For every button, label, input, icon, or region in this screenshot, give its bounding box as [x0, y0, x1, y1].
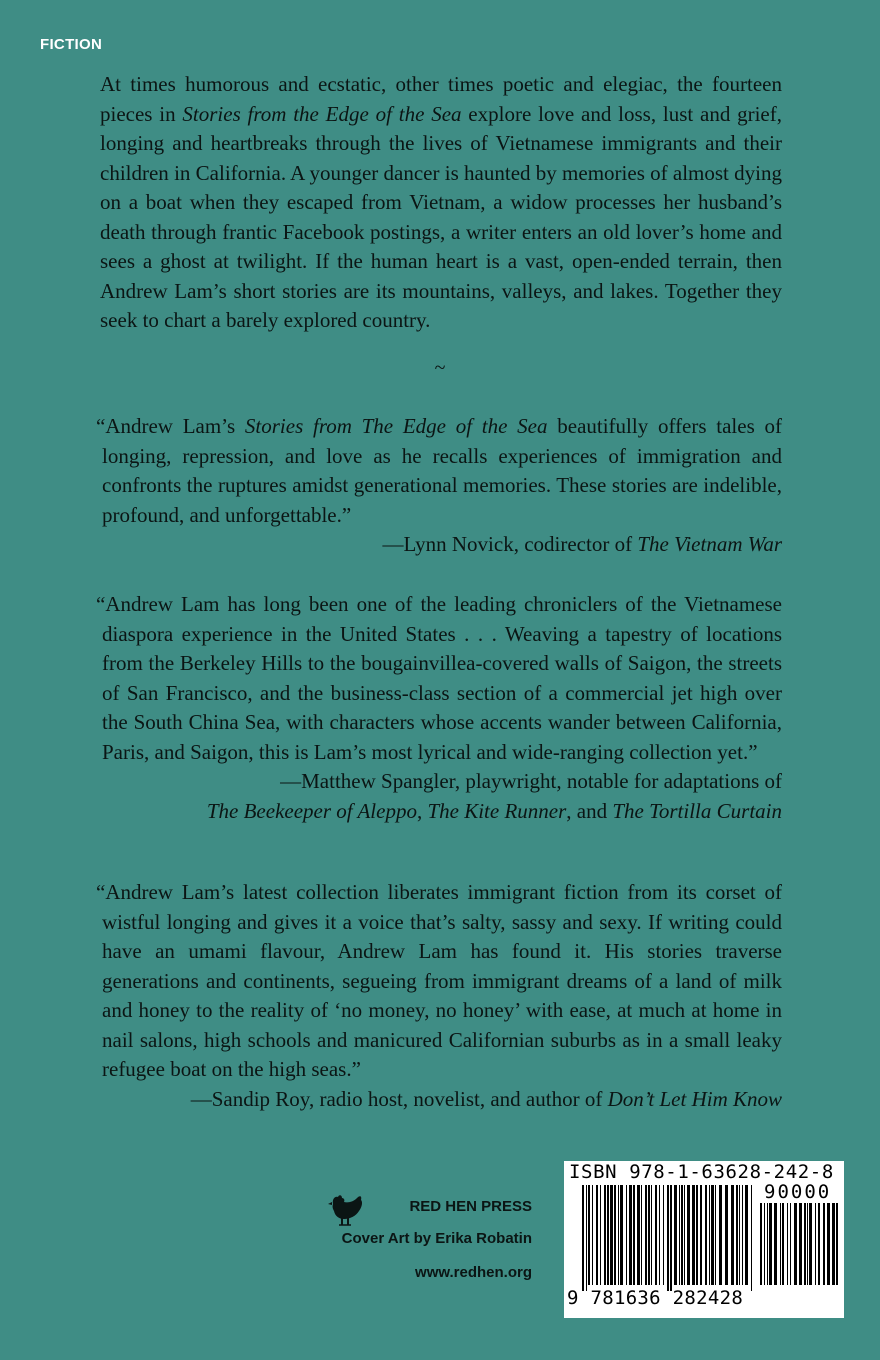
barcode-bar: [782, 1203, 784, 1285]
barcode-bar: [731, 1185, 734, 1285]
barcode-bar: [700, 1185, 702, 1285]
barcode-bar: [751, 1185, 752, 1291]
cover-art-credit: Cover Art by Erika Robatin: [341, 1230, 532, 1247]
barcode-bar: [711, 1185, 714, 1285]
attribution-work-title: The Beekeeper of Aleppo: [206, 798, 417, 823]
attribution-work-title: The Tortilla Curtain: [612, 798, 782, 823]
barcode-bar: [582, 1185, 584, 1291]
barcode-bar: [715, 1185, 716, 1285]
quote-text: [96, 412, 782, 530]
barcode-bar: [586, 1185, 587, 1291]
barcode-bar: [674, 1185, 677, 1285]
barcode-bar: [614, 1185, 616, 1285]
barcode-bar: [607, 1185, 609, 1285]
barcode-bar: [774, 1203, 777, 1285]
barcode-bar: [832, 1203, 835, 1285]
barcode-bar: [764, 1203, 765, 1285]
barcode-bar: [760, 1203, 762, 1285]
barcode-bar: [745, 1185, 748, 1285]
quote-attribution: [96, 1085, 782, 1115]
isbn-number: ISBN 978-1-63628-242-8: [569, 1161, 834, 1183]
barcode-bar: [663, 1185, 664, 1285]
barcode-bar: [818, 1203, 820, 1285]
barcode-bar: [667, 1185, 669, 1291]
barcode-bar: [620, 1185, 623, 1285]
quote-book-title: Stories from The Edge of the Sea: [244, 414, 548, 438]
barcode-bar: [787, 1203, 788, 1285]
quote-attribution: [96, 530, 782, 560]
barcode-bar: [626, 1185, 627, 1285]
barcode-bar: [633, 1185, 635, 1285]
barcode-bar: [692, 1185, 695, 1285]
blurb-text-part2: explore love and loss, lust and grief, longing and heartbreaks through the lives of Vietnamese immigrants and their children in California. A younger dancer is haunted by memories of almost dying on a boat when they escaped from Vietnam, a widow processes her husband’s death through frantic Facebook postings, a writer enters an old lover’s home and sees a ghost at twilight. If the human heart is a vast, open-ended terrain, then Andrew Lam’s short stories are its mountains, valleys, and lakes. Together they seek to chart a barely explored country.: [100, 101, 783, 332]
barcode-bar: [648, 1185, 650, 1285]
barcode-bar: [604, 1185, 606, 1285]
quote-text: “Andrew Lam has long been one of the leading chroniclers of the Vietnamese diaspora experience in the United States . . . Weaving a tapestry of locations from the Berkeley Hills to the bougainvillea-covered walls of Saigon, the streets of San Francisco, and the business-class section of a commercial jet high over the South China Sea, with characters whose accents wander between California, Paris, and Saigon, this is Lam’s most lyrical and wide-ranging collection yet.”: [96, 592, 782, 764]
works-separator: , and: [566, 798, 613, 823]
barcode-bar: [681, 1185, 683, 1285]
section-separator: ~: [434, 357, 446, 379]
barcode-bar: [836, 1203, 838, 1285]
barcode-bar: [684, 1185, 685, 1285]
barcode-bar: [823, 1203, 825, 1285]
attribution-text: —Lynn Novick, codirector of: [382, 532, 638, 556]
book-title: Stories from the Edge of the Sea: [182, 101, 462, 126]
review-quote-3: [96, 878, 782, 1114]
attribution-work-title: The Vietnam War: [637, 532, 782, 556]
quote-attribution: —Matthew Spangler, playwright, notable for adaptations of: [280, 769, 782, 793]
publisher-name: RED HEN PRESS: [409, 1198, 532, 1215]
barcode-bar: [637, 1185, 640, 1285]
barcode-bar: [596, 1185, 598, 1285]
barcode-bar: [709, 1185, 710, 1285]
barcode-bar: [769, 1203, 772, 1285]
barcode-bar: [655, 1185, 657, 1285]
quote-attribution-works: [96, 797, 782, 827]
publisher-website: www.redhen.org: [415, 1264, 532, 1281]
barcode-bar: [815, 1203, 816, 1285]
blurb-text-part1: At times humorous and ecstatic, other times poetic and elegiac, the fourteen pieces in: [100, 72, 782, 126]
barcode-bar: [780, 1203, 781, 1285]
barcode-bar: [588, 1185, 590, 1285]
works-separator: ,: [416, 798, 428, 823]
review-quote-2: [96, 590, 782, 826]
barcode-bar: [659, 1185, 660, 1285]
genre-label: FICTION: [40, 36, 103, 53]
barcode-bar: [610, 1185, 613, 1285]
price-code: 90000: [764, 1181, 832, 1203]
barcode-bar: [687, 1185, 690, 1285]
quote-lead: “Andrew Lam’s: [96, 414, 245, 438]
review-quote-1: [96, 412, 782, 560]
book-description: [100, 70, 782, 336]
quote-text: “Andrew Lam’s latest collection liberates immigrant fiction from its corset of wistful longing and gives it a voice that’s salty, sassy and sexy. If writing could have an umami flavour, Andrew Lam has found it. His stories traverse generations and continents, segueing from immigrant dreams of a land of milk and honey to the reality of ‘no money, no honey’ with ease, at much at home in nail salons, high schools and manicured Californian suburbs as in a small leaky refugee boat on the high seas.”: [96, 880, 782, 1081]
barcode-bar: [799, 1203, 802, 1285]
barcode-bar: [767, 1203, 768, 1285]
barcode-bar: [651, 1185, 652, 1285]
ean-barcode-bars: [582, 1185, 754, 1291]
barcode-bar: [804, 1203, 806, 1285]
attribution-work-title: The Kite Runner: [427, 798, 567, 823]
attribution-work-title: Don’t Let Him Know: [607, 1086, 782, 1111]
barcode-bar: [641, 1185, 642, 1285]
barcode-bar: [618, 1185, 619, 1285]
barcode-bar: [629, 1185, 632, 1285]
barcode-bar: [827, 1203, 830, 1285]
quote-body: beautifully offers tales of longing, repression, and love as he recalls experiences of immigration and confronts the ruptures amidst generational memories. These stories are indelible, profound, and unforgettable.”: [102, 414, 782, 527]
attribution-text: —Sandip Roy, radio host, novelist, and author of: [190, 1086, 608, 1111]
barcode-bar: [679, 1185, 680, 1285]
hen-icon: [326, 1188, 366, 1228]
barcode-bar: [739, 1185, 740, 1285]
barcode-bar: [742, 1185, 743, 1285]
barcode-bar: [696, 1185, 698, 1285]
ean-digits: 9 781636 282428: [567, 1287, 744, 1309]
barcode-bar: [725, 1185, 728, 1285]
barcode-bar: [705, 1185, 707, 1285]
barcode-bar: [736, 1185, 738, 1285]
barcode-bar: [790, 1203, 791, 1285]
barcode-bar: [645, 1185, 647, 1285]
addon-barcode-bars: [760, 1203, 838, 1291]
barcode-bar: [794, 1203, 797, 1285]
barcode-bar: [600, 1185, 601, 1285]
barcode-bar: [807, 1203, 808, 1285]
barcode-bar: [592, 1185, 593, 1285]
isbn-barcode: [564, 1161, 844, 1318]
barcode-bar: [670, 1185, 672, 1291]
barcode-bar: [719, 1185, 722, 1285]
barcode-bar: [809, 1203, 812, 1285]
